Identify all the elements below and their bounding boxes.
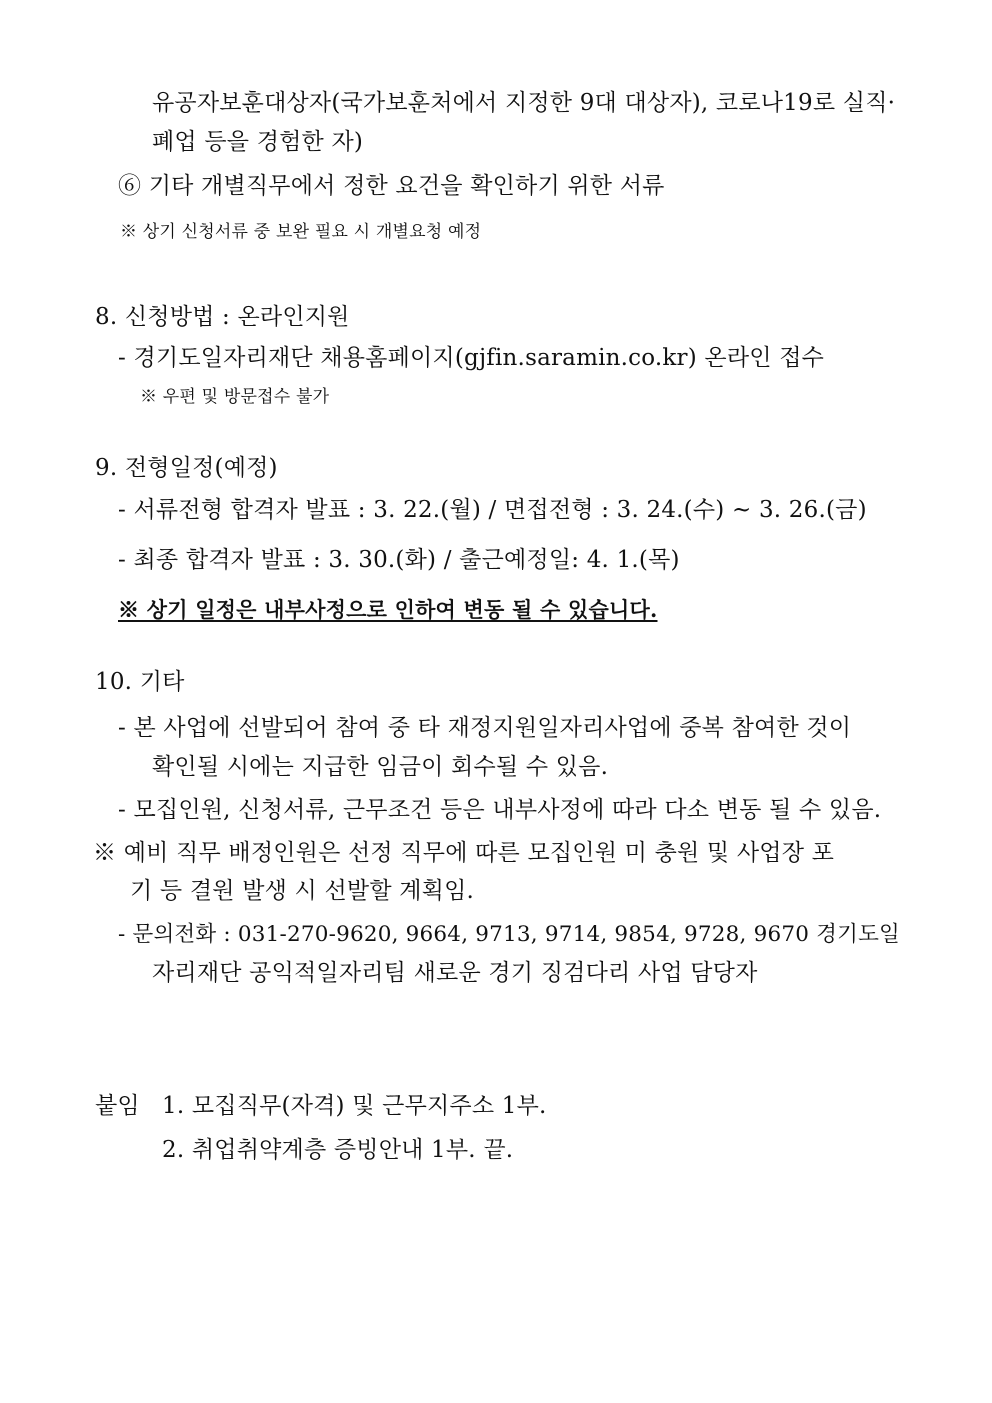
other-item-2: - 모집인원, 신청서류, 근무조건 등은 내부사정에 따라 다소 변동 될 수 있음. (118, 797, 882, 823)
schedule-item-2: - 최종 합격자 발표 : 3. 30.(화) / 출근예정일: 4. 1.(목) (118, 547, 680, 573)
eligibility-line-1: 유공자보훈대상자(국가보훈처에서 지정한 9대 대상자), 코로나19로 실직· (152, 90, 896, 116)
section-10-heading: 10. 기타 (95, 669, 185, 695)
attachment-item-1: 1. 모집직무(자격) 및 근무지주소 1부. (162, 1093, 547, 1119)
eligibility-line-2: 폐업 등을 경험한 자) (152, 129, 364, 155)
schedule-change-notice: ※ 상기 일정은 내부사정으로 인하여 변동 될 수 있습니다. (118, 597, 658, 622)
reserve-note-line-2: 기 등 결원 발생 시 선발할 계획임. (130, 878, 475, 904)
contact-line-1: - 문의전화 : 031-270-9620, 9664, 9713, 9714, 9854, 9728, 9670 경기도일 (118, 922, 901, 947)
attachments-label: 붙임 (95, 1093, 140, 1119)
no-mail-note: ※ 우편 및 방문접수 불가 (140, 387, 330, 407)
other-item-1-line-1: - 본 사업에 선발되어 참여 중 타 재정지원일자리사업에 중복 참여한 것이 (118, 715, 852, 741)
schedule-item-1: - 서류전형 합격자 발표 : 3. 22.(월) / 면접전형 : 3. 24.(수) ~ 3. 26.(금) (118, 497, 867, 523)
other-item-1-line-2: 확인될 시에는 지급한 임금이 회수될 수 있음. (152, 754, 609, 780)
reserve-note-line-1: ※ 예비 직무 배정인원은 선정 직무에 따른 모집인원 미 충원 및 사업장 포 (93, 840, 835, 866)
section-9-heading: 9. 전형일정(예정) (95, 455, 278, 481)
section-8-heading: 8. 신청방법 : 온라인지원 (95, 304, 350, 330)
attachment-item-2: 2. 취업취약계층 증빙안내 1부. 끝. (162, 1137, 514, 1163)
supplement-note: ※ 상기 신청서류 중 보완 필요 시 개별요청 예정 (120, 222, 482, 242)
contact-line-2: 자리재단 공익적일자리팀 새로운 경기 징검다리 사업 담당자 (152, 960, 758, 986)
required-doc-item-6: ⑥ 기타 개별직무에서 정한 요건을 확인하기 위한 서류 (118, 173, 665, 199)
application-method-item: - 경기도일자리재단 채용홈페이지(gjfin.saramin.co.kr) 온라인 접수 (118, 345, 825, 371)
